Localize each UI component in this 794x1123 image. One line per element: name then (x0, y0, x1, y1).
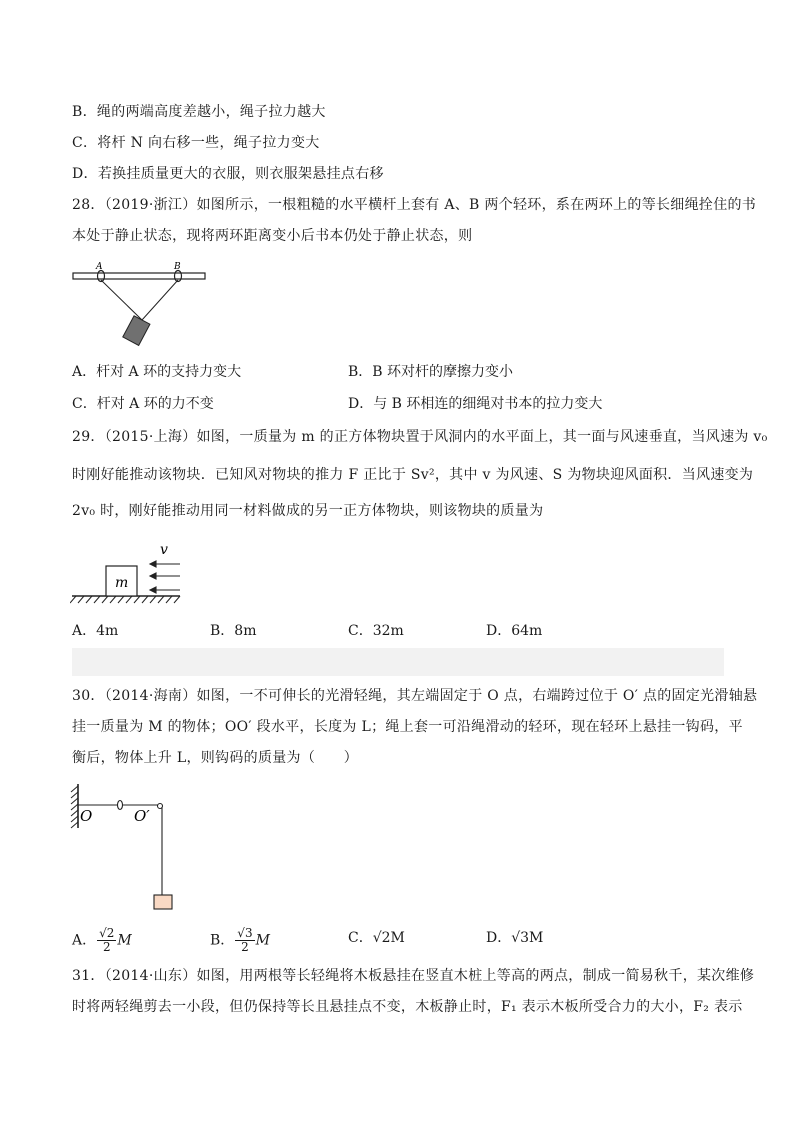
fraction-denominator: 2 (102, 940, 111, 954)
q30-option-a (72, 927, 132, 954)
label-m: m (115, 575, 129, 591)
label-v: v (160, 542, 168, 558)
label-o: O (80, 807, 93, 825)
wall-hatch (71, 786, 78, 828)
q28-option-c: C．杆对 A 环的力不变 (72, 396, 214, 412)
q28-stem-line1: 28．（2019·浙江）如图所示，一根粗糙的水平横杆上套有 A、B 两个轻环，系在两环上的等长细绳拴住的书 (72, 197, 757, 213)
q30-figure (68, 780, 188, 915)
book (123, 316, 150, 346)
q27-option-b: B．绳的两端高度差越小，绳子拉力越大 (72, 104, 326, 120)
q29-option-a: A．4m (72, 623, 119, 639)
q29-option-c: C．32m (348, 623, 404, 639)
ground-hatch (70, 596, 180, 603)
option-a-suffix: M (117, 932, 132, 949)
fraction (235, 927, 254, 954)
mass-block (154, 895, 172, 909)
option-a-prefix: A． (72, 932, 97, 949)
separator-bar (72, 648, 724, 676)
q29-figure (70, 540, 190, 610)
fraction-denominator: 2 (241, 940, 249, 954)
horizontal-rod (73, 273, 205, 279)
fraction-numerator: √3 (237, 926, 253, 940)
label-o-prime: O′ (134, 807, 150, 825)
wind-arrows (150, 561, 180, 593)
q30-option-c: C．√2M (348, 930, 405, 946)
q29-stem-line1: 29．（2015·上海）如图，一质量为 m 的正方体物块置于风洞内的水平面上，其一面与风速垂直，当风速为 v₀ (72, 429, 768, 445)
q29-option-b: B．8m (210, 623, 257, 639)
q31-stem-line1: 31．（2014·山东）如图，用两根等长轻绳将木板悬挂在竖直木桩上等高的两点，制成一简易秋千，某次维修 (72, 968, 755, 984)
q31-stem-line2: 时将两轻绳剪去一小段，但仍保持等长且悬挂点不变，木板静止时，F₁ 表示木板所受合力的大小，F₂ 表示 (72, 999, 743, 1015)
q29-stem-line3: 2v₀ 时，刚好能推动用同一材料做成的另一正方体物块，则该物块的质量为 (72, 503, 544, 519)
q29-option-d: D．64m (486, 623, 543, 639)
option-b-suffix: M (255, 932, 270, 949)
q28-stem-line2: 本处于静止状态，现将两环距离变小后书本仍处于静止状态，则 (72, 228, 473, 244)
label-b: B (174, 262, 181, 272)
q28-option-a: A．杆对 A 环的支持力变大 (72, 364, 242, 380)
q30-stem-line2: 挂一质量为 M 的物体；OO′ 段水平，长度为 L；绳上套一可沿绳滑动的轻环，现在轻环上悬挂一钩码，平 (72, 719, 743, 735)
light-ring (118, 801, 123, 810)
q28-option-b: B．B 环对杆的摩擦力变小 (348, 364, 514, 380)
q27-option-c: C．将杆 N 向右移一些，绳子拉力变大 (72, 135, 320, 151)
q30-stem-line1: 30．（2014·海南）如图，一不可伸长的光滑轻绳，其左端固定于 O 点，右端跨过位于 O′ 点的固定光滑轴悬 (72, 688, 758, 704)
q30-option-b (210, 927, 270, 954)
string-a (101, 280, 142, 320)
fraction (97, 927, 116, 954)
q29-stem-line2: 时刚好能推动该物块．已知风对物块的推力 F 正比于 Sv²，其中 v 为风速、S 为物块迎风面积．当风速变为 (72, 467, 754, 483)
q28-figure (70, 258, 210, 348)
q27-option-d: D．若换挂质量更大的衣服，则衣服架悬挂点右移 (72, 166, 384, 182)
q28-option-d: D．与 B 环相连的细绳对书本的拉力变大 (348, 396, 603, 412)
string-b (142, 280, 178, 320)
q30-option-d: D．√3M (486, 930, 544, 946)
q30-stem-line3: 衡后，物体上升 L，则钩码的质量为（ ） (72, 750, 359, 766)
label-a: A (96, 262, 103, 272)
option-b-prefix: B． (210, 932, 235, 949)
fraction-numerator: √2 (99, 926, 115, 940)
